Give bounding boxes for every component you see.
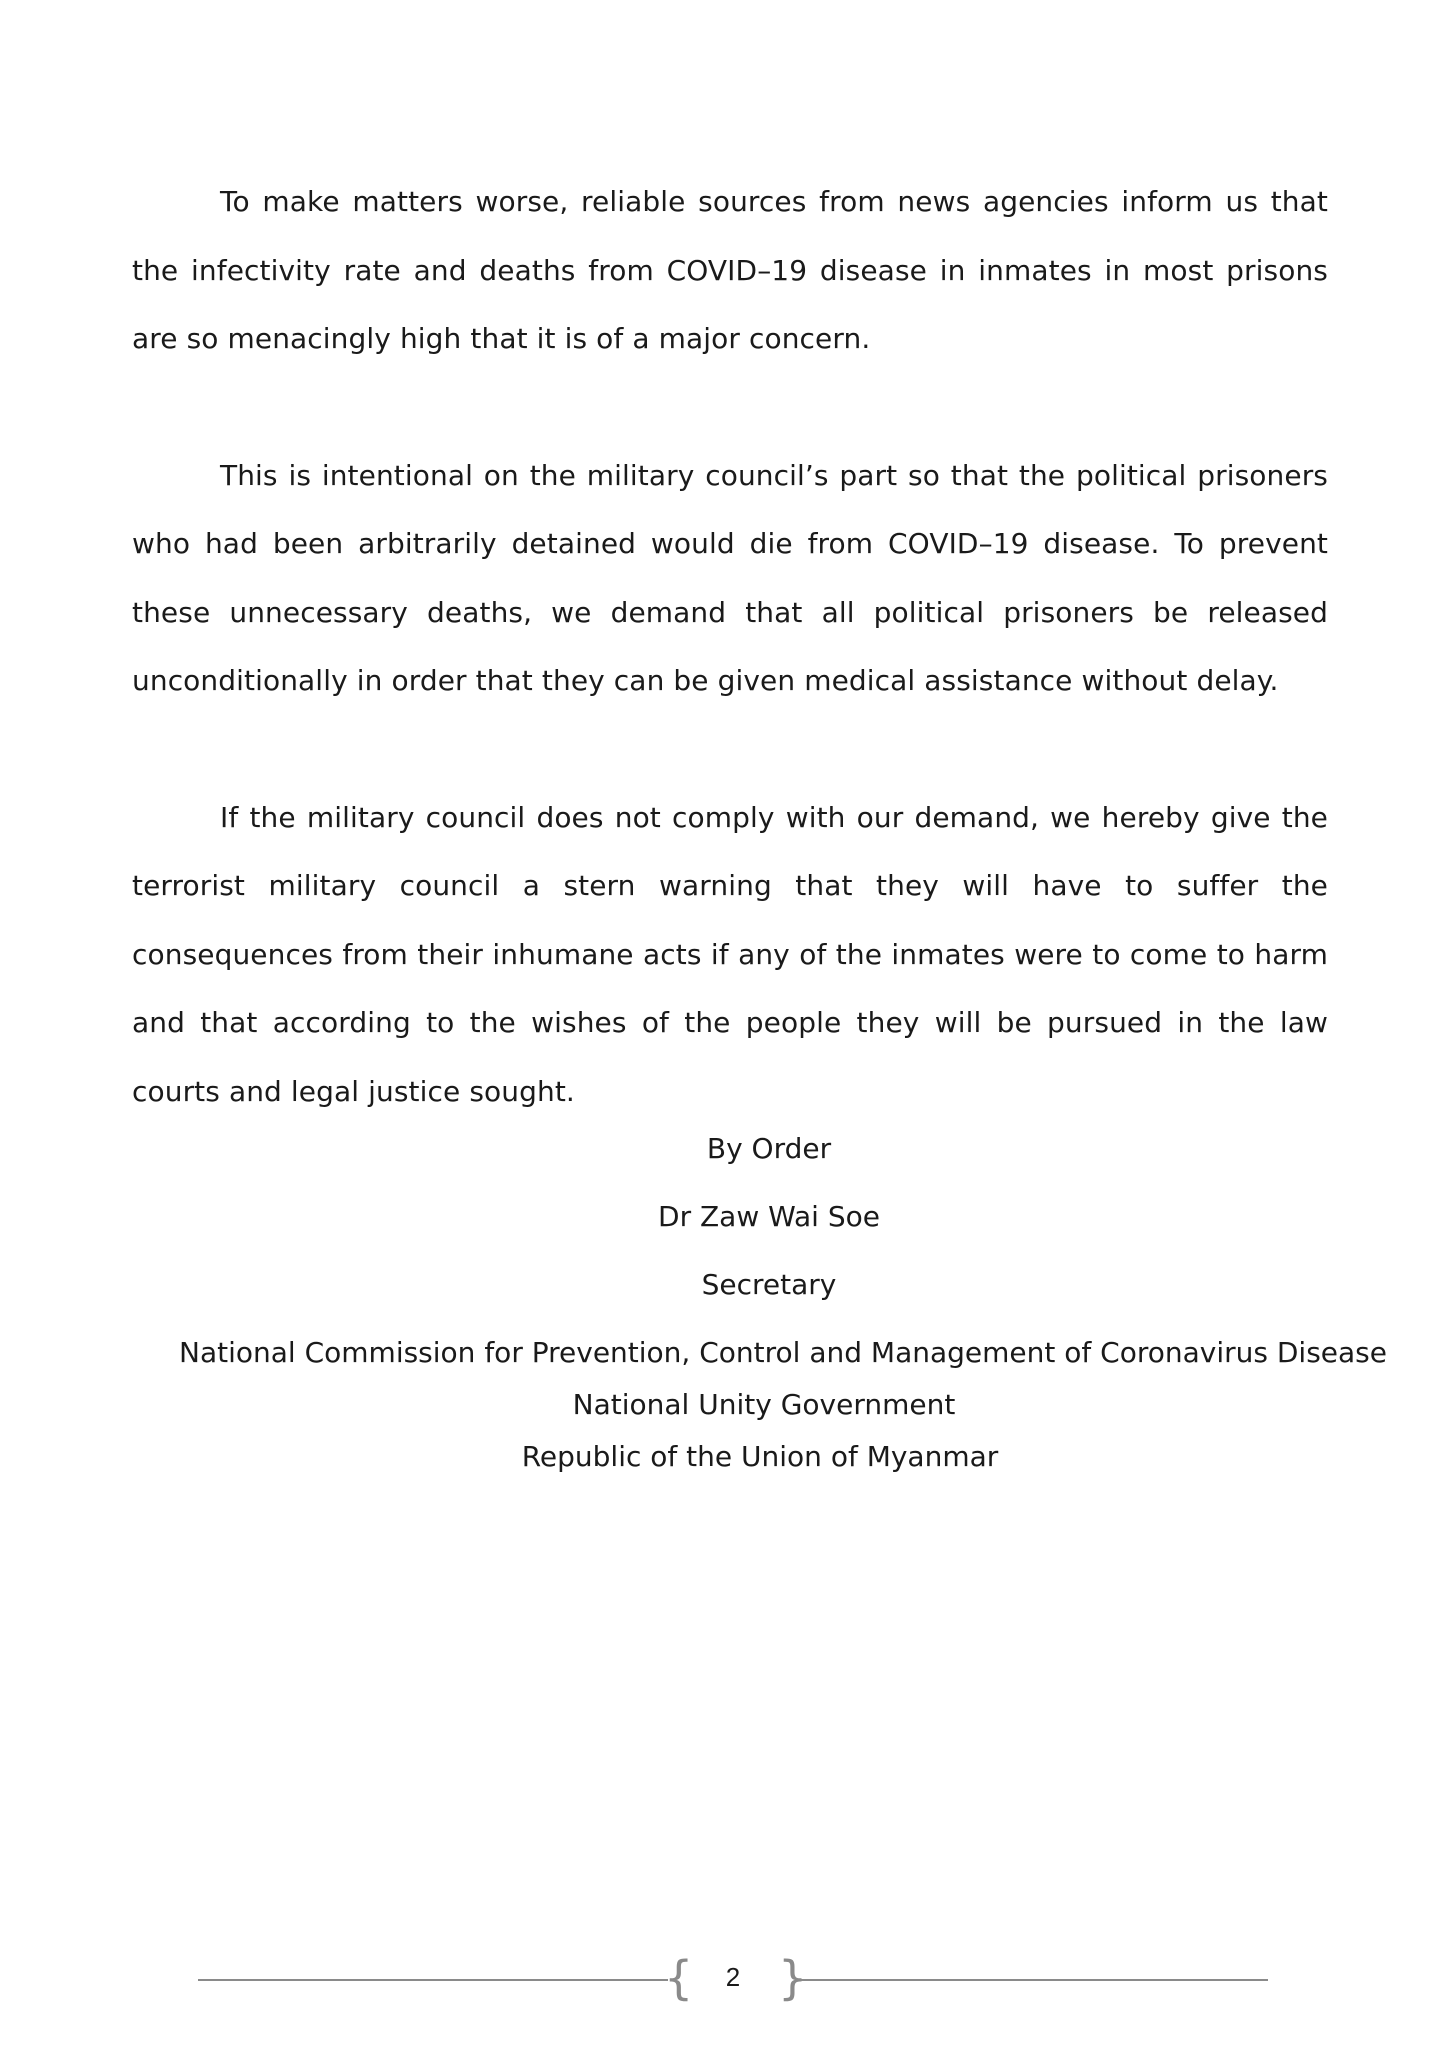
country-name: Republic of the Union of Myanmar [521,1440,999,1473]
page-footer [198,1950,1268,2010]
page-number: 2 [725,1962,741,1992]
document-body [132,168,1328,1194]
government-name: National Unity Government [572,1388,956,1421]
paragraph-stern-warning: If the military council does not comply with our demand, we hereby give the terrorist military council a stern warning that they will have to suffer the consequences from their inhumane acts if any of the inmates were to come to harm and that according to the wishes of the people they will be pursued in the law courts and legal justice sought. [132,800,1328,1108]
signatory-name: Dr Zaw Wai Soe [658,1200,880,1233]
organization-name: National Commission for Prevention, Control and Management of Coronavirus Disease [179,1336,1387,1369]
paragraph-intentional-detention: This is intentional on the military council’s part so that the political prisoners who had been arbitrarily detained would die from COVID–19 disease. To prevent these unnecessary deaths, we demand that all political prisoners be released unconditionally in order that they can be given medical assistance without delay. [132,458,1328,697]
footer-rule-right [798,1979,1268,1981]
signatory-title: Secretary [701,1268,837,1301]
footer-close-bracket: } [778,1951,808,2005]
footer-rule-left [198,1979,668,1981]
by-order-text: By Order [706,1132,832,1165]
paragraph-prison-infection: To make matters worse, reliable sources from news agencies inform us that the infectivity rate and deaths from COVID–19 disease in inmates in most prisons are so menacingly high that it is of a major concern. [132,185,1328,355]
footer-open-bracket: { [664,1951,694,2005]
